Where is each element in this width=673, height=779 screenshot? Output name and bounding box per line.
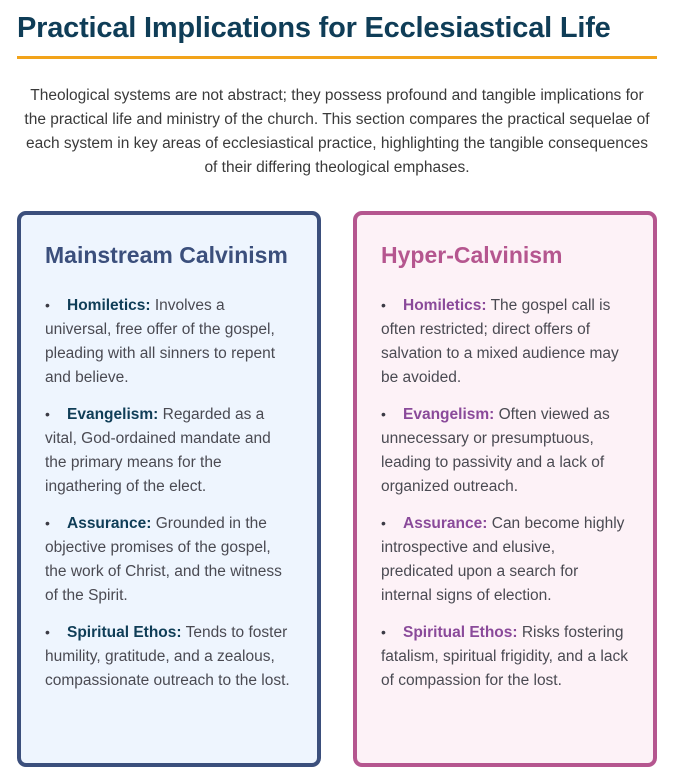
- page-title: Practical Implications for Ecclesiastical Life: [17, 12, 611, 44]
- list-item: • Assurance: Grounded in the objective promises of the gospel, the work of Christ, and the witness of the Spirit.: [45, 511, 293, 608]
- list-item: • Homiletics: Involves a universal, free offer of the gospel, pleading with all sinners to repent and believe.: [45, 293, 293, 390]
- title-divider: [17, 56, 657, 59]
- mainstream-list: [45, 293, 293, 693]
- bullet-icon: •: [381, 297, 386, 313]
- bullet-icon: •: [45, 515, 50, 531]
- intro-paragraph: Theological systems are not abstract; they possess profound and tangible implications for the practical life and ministry of the church. This section compares the practical sequelae of each system in key areas of ecclesiastical practice, highlighting the tangible consequences of their differing theological emphases.: [24, 87, 650, 176]
- hyper-list: [381, 293, 629, 693]
- bullet-icon: •: [381, 515, 386, 531]
- list-item: • Spiritual Ethos: Risks fostering fatalism, spiritual frigidity, and a lack of compassion for the lost.: [381, 620, 629, 693]
- list-item: • Evangelism: Often viewed as unnecessary or presumptuous, leading to passivity and a lack of organized outreach.: [381, 402, 629, 499]
- hyper-calvinism-card: [353, 211, 657, 767]
- bullet-icon: •: [45, 297, 50, 313]
- list-item: • Assurance: Can become highly introspective and elusive, predicated upon a search for internal signs of election.: [381, 511, 629, 608]
- mainstream-calvinism-card: [17, 211, 321, 767]
- mainstream-card-title: Mainstream Calvinism: [45, 242, 288, 268]
- list-item: • Spiritual Ethos: Tends to foster humility, gratitude, and a zealous, compassionate outreach to the lost.: [45, 620, 293, 693]
- bullet-icon: •: [381, 406, 386, 422]
- hyper-card-title: Hyper-Calvinism: [381, 242, 563, 268]
- bullet-icon: •: [381, 624, 386, 640]
- bullet-icon: •: [45, 624, 50, 640]
- list-item: • Homiletics: The gospel call is often restricted; direct offers of salvation to a mixed audience may be avoided.: [381, 293, 629, 390]
- bullet-icon: •: [45, 406, 50, 422]
- list-item: • Evangelism: Regarded as a vital, God-ordained mandate and the primary means for the ingathering of the elect.: [45, 402, 293, 499]
